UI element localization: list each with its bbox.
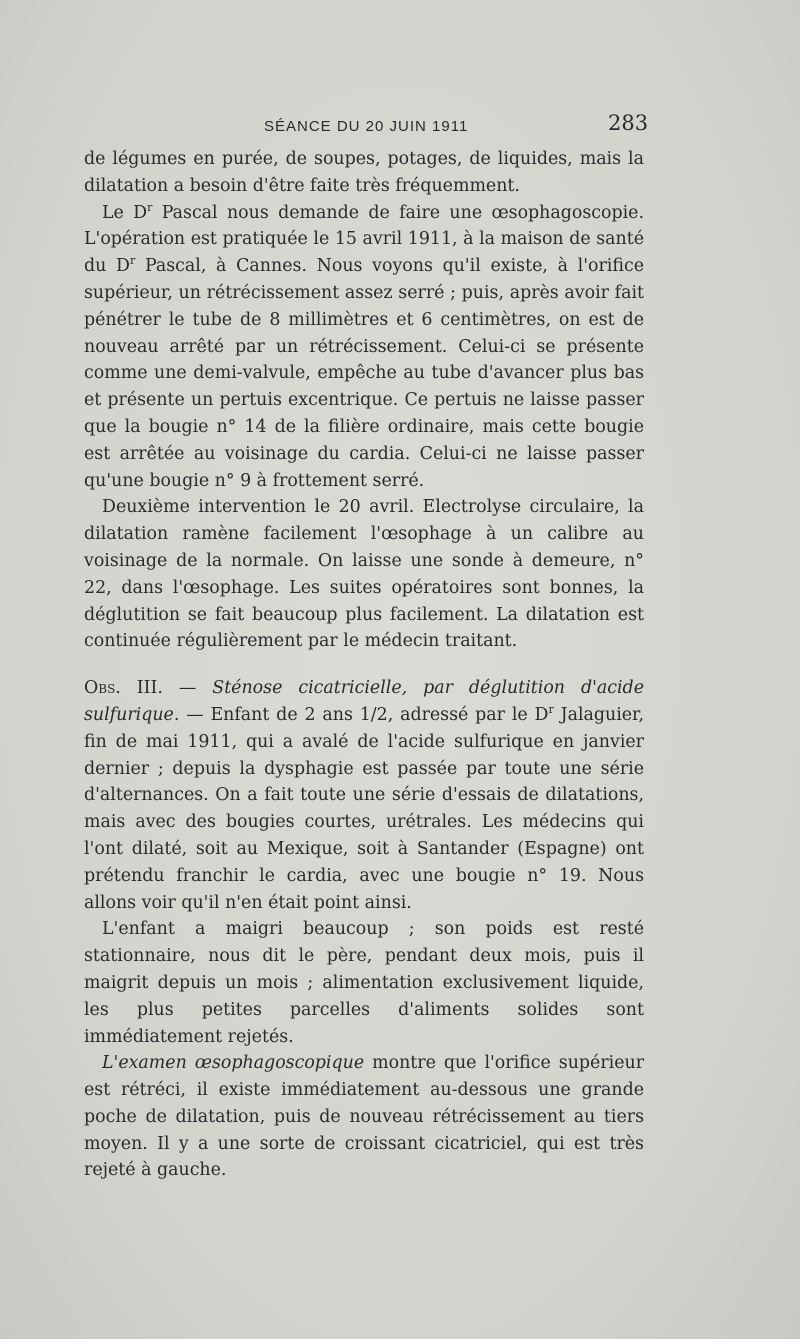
paragraph-continuation: de légumes en purée, de soupes, potages, de liquides, mais la dilatation a besoin d'être faite très fréquemment. [84, 149, 644, 196]
paragraph-observation-3: Obs. III. — Sténose cicatricielle, par déglutition d'acide sulfurique. — Enfant de 2 ans 1/2, adressé par le $D^r$ Jalaguier, fin de mai 1911, qui a avalé de l'acide sulfurique en janvier dernier ; depuis la dysphagie est passée par toute une série d'alternances. On a fait toute une série d'essais de dilatations, mais avec des bougies courtes, urétrales. Les médecins qui l'ont dilaté, soit au Mexique, soit à Santander (Espagne) ont prétendu franchir le cardia, avec une bougie n° 19. Nous allons voir qu'il n'en était point ainsi. [84, 678, 644, 913]
page-header [0, 111, 800, 144]
examination-label: L'examen œsophagoscopique [102, 1053, 365, 1074]
running-title: SÉANCE DU 20 JUIN 1911 [264, 118, 469, 135]
paragraph-examination: L'examen œsophagoscopique montre que l'orifice supérieur est rétréci, il existe immédiatement au-dessous une grande poche de dilatation, puis de nouveau rétrécissement au tiers moyen. Il y a une sorte de croissant cicatriciel, qui est très rejeté à gauche. [84, 1053, 645, 1181]
paragraph-second-intervention: Deuxième intervention le 20 avril. Electrolyse circulaire, la dilatation ramène facilement l'œsophage à un calibre au voisinage de la normale. On laisse une sonde à demeure, n° 22, dans l'œsophage. Les suites opératoires sont bonnes, la déglutition se fait beaucoup plus facilement. La dilatation est continuée régulièrement par le médecin traitant. [84, 497, 644, 652]
paragraph-oesophagoscopy: Le $D^r$ Pascal nous demande de faire une œsophagoscopie. L'opération est pratiquée le 15 avril 1911, à la maison de santé du $D^r$ Pascal, à Cannes. Nous voyons qu'il existe, à l'orifice supérieur, un rétrécissement assez serré ; puis, après avoir fait pénétrer le tube de 8 millimètres et 6 centimètres, on est de nouveau arrêté par un rétrécissement. Celui-ci se présente comme une demi-valvule, empêche au tube d'avancer plus bas et présente un pertuis excentrique. Ce pertuis ne laisse passer que la bougie n° 14 de la filière ordinaire, mais cette bougie est arrêtée au voisinage du cardia. Celui-ci ne laisse passer qu'une bougie n° 9 à frottement serré. [84, 200, 644, 491]
observation-title: Sténose cicatricielle, par déglutition d'acide sulfurique. [84, 678, 644, 725]
paragraph-weight-loss: L'enfant a maigri beaucoup ; son poids est resté stationnaire, nous dit le père, pendant deux mois, puis il maigrit depuis un mois ; alimentation exclusivement liquide, les plus petites parcelles d'aliments solides sont immédiatement rejetés. [84, 919, 644, 1047]
body-text [84, 146, 644, 1184]
observation-label: Obs. III. [84, 678, 163, 699]
page-number: 283 [608, 111, 649, 135]
